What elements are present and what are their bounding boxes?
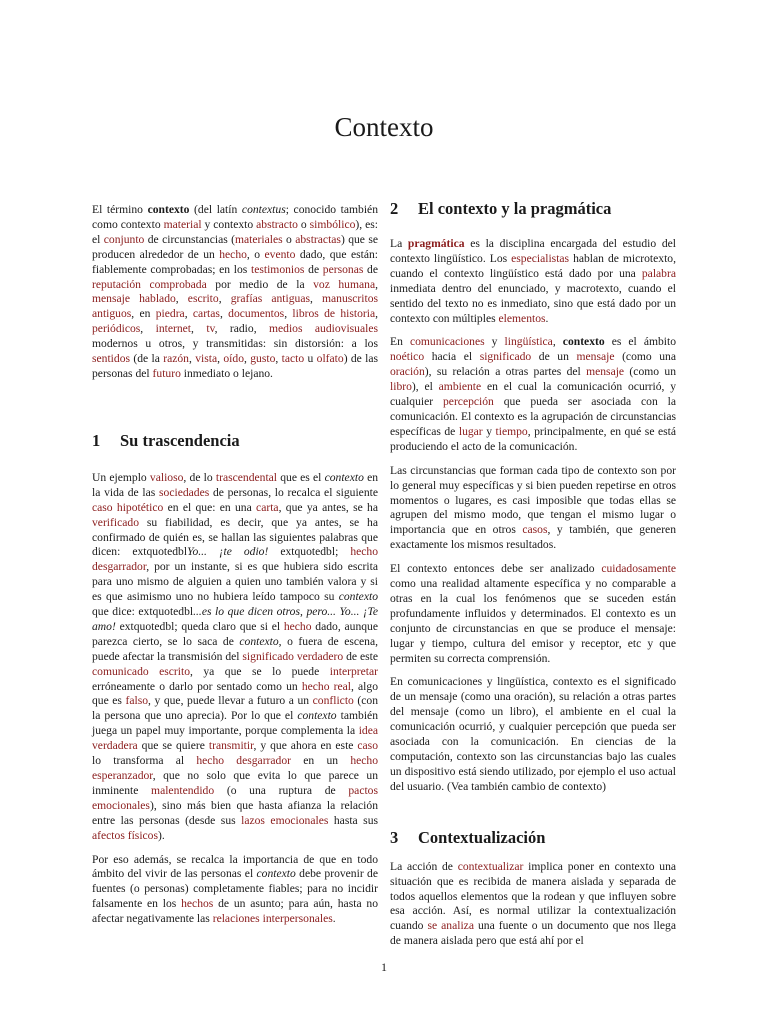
text-run: de [363,262,378,276]
text-run: ) que se producen alrededor de un [92,232,379,261]
text-run: , en [131,307,156,321]
page-number: 1 [381,960,387,974]
wiki-link[interactable]: documentos [228,307,285,321]
text-run: ) de las personas del [92,352,379,380]
text-run: contexto [147,203,190,216]
text-run: contexto [256,867,296,881]
wiki-link[interactable]: conflicto [312,694,354,708]
text-run: (de la [130,352,164,366]
text-run: en un [291,754,351,768]
text-run: El término [92,203,148,216]
spacer [92,391,378,431]
text-run: que pueda ser asociada con la comunicación. El contexto es la agrupación de circunstancias específicas de [390,395,676,438]
wiki-link[interactable]: cuidadosamente [601,562,676,576]
wiki-link[interactable]: idea verdadera [92,724,378,753]
intro-paragraph [92,203,378,382]
section-title: El contexto y la pragmática [418,199,612,218]
text-run: En comunicaciones y lingüística, contexto es el significado de un mensaje (como una oración), su relación a otras partes del mensaje (como un libro), el ambiente en el cual la comunicación ocurrió, y cualquier percepción que pueda ser asociada con la comunicación. En ciencias de la computación, contexto son las circunstancias bajo las cuales un dispositivo está siendo utilizado, por ejemplo el uso actual del usuario. (Vea también cambio de contexto) [390,675,676,793]
text-run: y [484,335,505,349]
text-run: de circunstancias ( [144,232,235,246]
text-run: contextus [241,203,286,216]
text-run: ...es lo que dicen otros, pero... Yo... ¡Te amo! [92,605,378,633]
wiki-link[interactable]: conjunto [103,232,145,246]
wiki-link[interactable]: malentendido [151,783,215,797]
wiki-link[interactable]: razón [163,352,189,366]
text-run: lo transforma al [92,754,197,768]
text-run: que dice: extquotedbl [92,605,194,619]
paragraph [92,471,378,844]
text-run: , ya que se lo puede [190,664,330,678]
text-run: o [282,232,296,246]
text-run: de un [531,350,577,364]
wiki-link[interactable]: falso [125,694,149,708]
text-run: , y que ahora en este [253,739,358,753]
wiki-link[interactable]: comunicado escrito [92,664,191,678]
text-run: erróneamente o darlo por sentado como un [92,679,302,693]
wiki-link[interactable]: mensaje [586,365,625,379]
text-run: La acción de [390,859,458,873]
wiki-link[interactable]: abstracto [256,217,298,231]
section-number: 1 [92,430,101,450]
right-column [390,199,676,958]
wiki-link[interactable]: analiza [441,919,474,933]
text-run: y [482,424,496,438]
wiki-link[interactable]: hechos [181,897,214,911]
wiki-link[interactable]: cartas [192,307,220,321]
text-run: modernos u otros, y transmitidas: sin distorsión: a los [92,337,378,351]
text-run: . [332,912,336,926]
spacer [390,219,676,237]
wiki-link[interactable]: tv [206,322,215,336]
wiki-link[interactable]: caso [357,739,378,753]
wiki-link[interactable]: internet [155,322,192,336]
wiki-link[interactable]: lazos emocionales [241,813,329,827]
text-run: debe provenir de fuentes (o personas) completamente fiables; para no incidir falsamente en los [92,867,378,911]
text-run: , y también, que generen exactamente los mismos resultados. [390,523,676,552]
wiki-link[interactable]: elementos [498,311,546,325]
wiki-link[interactable]: grafías antiguas [230,292,310,306]
text-run: de un asunto; para aún, hasta no afectar negativamente las [92,897,378,926]
text-run: Las circunstancias que forman cada tipo de contexto son por lo general muy específicas y si bien pueden repetirse en otros momentos o lugares, es casi imposible que todas ellas se agrupen del mismo modo, que tengan el mismo lugar o importancia que en otros [390,463,676,537]
text-run: ; conocido también como contexto [92,203,378,231]
paragraph [390,675,676,794]
text-run: extquotedbl; [268,545,351,559]
wiki-link[interactable]: ambiente [438,380,482,394]
text-run: , que no solo que evita lo que parece un inminente [92,769,378,797]
text-run: Yo... ¡te odio! [187,545,269,559]
wiki-link[interactable]: reputación comprobada [92,277,207,291]
wiki-link[interactable]: percepción [443,395,494,409]
wiki-link[interactable]: material [163,217,202,231]
paragraph [390,237,676,326]
wiki-link[interactable]: gusto [250,352,276,366]
text-run: contexto [297,709,337,723]
wiki-link[interactable]: tacto [281,352,305,366]
wiki-link[interactable]: noético [390,350,425,364]
text-run: , [191,322,207,336]
text-run: en el cual la comunicación ocurrió, y cualquier [390,380,676,409]
text-run: , que ya antes, se ha [278,500,378,514]
text-run: que es el [277,470,325,484]
text-run: , [375,307,379,321]
text-run: , [188,352,196,366]
paragraph [390,464,676,553]
section-number: 2 [390,199,399,218]
text-run: (con la persona que uno aprecia). Por lo que el [92,694,378,723]
text-run: , algo que es [92,679,378,708]
wiki-link[interactable]: significado [479,350,532,364]
text-run: implica poner en contexto una situación que es recibida de manera aislada y separada de todos aquellos elementos que la rodean y que influyen sobre esa acción. Así, es normal utilizar la contextualización cuando [390,859,677,933]
text-run: , [175,292,188,306]
text-run: de este [343,649,378,663]
text-run: , de lo [183,470,216,484]
wiki-link[interactable]: sentidos [92,352,131,366]
text-run: , radio, [214,322,269,336]
text-run: , por un instante, si es que hubiera sido escrita para uno mismo de alguien a quien uno también valora y si es que asimismo uno no hubiera leído tampoco su [92,560,378,604]
text-run: que se quiere [137,739,209,753]
text-run: El contexto entonces debe ser analizado [390,562,602,576]
wiki-link[interactable]: escrito [187,292,219,306]
text-run: (como un [624,365,676,379]
wiki-link[interactable]: hecho desgarrador [196,754,292,768]
text-run: (o una ruptura de [214,783,349,797]
text-run: es el ámbito [604,335,677,349]
wiki-link[interactable]: interpretar [329,664,378,678]
text-run: , [552,335,563,349]
wiki-link[interactable]: pactos emocionales [92,783,378,812]
text-run: , y que, puede llevar a futuro a un [148,694,313,708]
wiki-link[interactable]: comunicaciones [409,335,485,349]
text-run: , [184,307,193,321]
wiki-link[interactable]: carta [256,500,279,514]
wiki-link[interactable]: periódicos [92,322,141,336]
paragraph [390,562,676,666]
text-run: y contexto [201,217,257,231]
page-title: Contexto [334,112,434,142]
text-run: hacia el [424,350,480,364]
text-run: . [545,311,549,325]
text-run: ), sino más bien que hasta afianza la relación entre las personas (desde sus [92,798,378,827]
text-run: ), el [411,380,439,394]
text-run: dado, aunque parezca cierto, se lo saca de [92,619,378,648]
text-run: , [375,277,378,291]
wiki-link[interactable]: medios audiovisuales [269,322,378,336]
wiki-link[interactable]: vista [195,352,218,366]
text-run: extquotedbl; queda claro que si el [115,619,284,633]
text-run: , [275,352,282,366]
wiki-link[interactable]: relaciones interpersonales [212,912,333,926]
wiki-link[interactable]: transmitir [208,739,254,753]
wiki-link[interactable]: valioso [149,470,184,484]
wiki-link[interactable]: oído [223,352,244,366]
section-heading-3 [390,828,676,848]
section-title: Su trascendencia [120,430,240,450]
wiki-link[interactable]: futuro [152,366,181,380]
wiki-link[interactable]: lingüística [504,335,553,349]
wiki-link[interactable]: libro [390,380,412,394]
wiki-link[interactable]: afectos físicos [92,828,158,842]
text-run: su fiabilidad, es decir, que ya antes, se ha confirmado de quién es, se hallan las siguientes palabras que dicen: extquotedbl [92,515,378,559]
text-run: inmediata dentro del enunciado, y macrotexto, cuando el sentido del texto no es inmediato, sino que está dado por un contexto con múltiples [390,281,676,325]
wiki-link[interactable]: abstractas [295,232,341,246]
wiki-link[interactable]: sociedades [159,485,210,499]
text-run: , [218,292,231,306]
wiki-link[interactable]: materiales [235,232,283,246]
text-run: ), es: el [92,217,378,246]
wiki-link[interactable]: tiempo [495,424,528,438]
wiki-link[interactable]: hecho esperanzador [92,754,378,782]
text-run: , [284,307,293,321]
text-run: de [304,262,323,276]
text-run: , [217,352,224,366]
wiki-link[interactable]: mensaje hablado [92,292,176,306]
wiki-link[interactable]: trascendental [215,470,278,484]
wiki-link[interactable]: especialistas [511,251,570,265]
wiki-link[interactable]: evento [264,247,296,261]
text-run: también juega un papel muy importante, porque complementa la [92,709,378,738]
text-run: inmediato o lejano. [180,366,273,380]
text-run: (del latín [189,203,242,216]
section-number: 3 [390,827,399,847]
spacer [92,451,378,471]
text-run: , [219,307,229,321]
spacer [390,804,676,828]
text-run: (como una [614,350,676,364]
text-run: por medio de la [206,277,314,291]
text-run: , o fuera de escena, puede afectar la transmisión del [92,634,378,663]
text-run: o [297,217,310,231]
text-run: hasta sus [328,813,379,827]
wiki-link[interactable]: mensaje [576,350,615,364]
wiki-link[interactable]: olfato [316,352,344,366]
text-run: contexto [239,634,279,648]
wiki-link[interactable]: hecho [219,247,247,261]
paragraph [390,860,676,949]
wiki-link[interactable]: voz humana [313,277,376,291]
text-run: ). [158,828,165,842]
text-run: en el que: en una [163,500,257,514]
wiki-link[interactable]: se [427,919,438,933]
wiki-link[interactable]: caso hipotético [92,500,164,514]
left-column [92,203,378,936]
wiki-link[interactable]: simbólico [309,217,356,231]
text-run: , principalmente, en qué se está produciendo el acto de la comunicación. [390,424,677,453]
wiki-link[interactable]: lugar [458,424,483,438]
paragraph [92,853,378,928]
wiki-link[interactable]: personas [322,262,364,276]
text-run: , [244,352,251,366]
text-run: una fuente o un documento que nos llega de manera aislada pero que está ahí por el [390,919,676,948]
paragraph [390,335,676,454]
text-run: contexto [338,590,378,604]
section-heading-1 [92,431,378,451]
wiki-link[interactable]: hecho [283,619,312,633]
text-run: , o [246,247,265,261]
wiki-link[interactable]: pragmática [407,237,465,250]
wiki-link[interactable]: libros de historia [292,307,376,321]
text-run: hablan de microtexto, cuando el contexto lingüístico está dado por una [390,251,677,280]
wiki-link[interactable]: contextualizar [457,859,524,873]
wiki-link[interactable]: hecho real [301,679,351,693]
text-run: es la disciplina encargada del estudio del contexto lingüístico. Los [390,237,676,265]
wiki-link[interactable]: oración [390,365,425,379]
text-run: en la vida de las [92,470,379,499]
text-run: como una realidad altamente específica y no comparable a otras en la cual los fenómenos que se suceden están profundamente influidos y determinados. El contexto es un conjunto de circunstancias en que se produce el mensaje: lugar y tiempo, cultura del emisor y receptor, etc y que permiten su correcta comprensión. [390,577,676,665]
text-run: contexto [562,335,605,349]
wiki-link[interactable]: hecho desgarrador [92,545,378,574]
text-run: dado, que están: fiablemente comprobadas; en los [92,247,378,276]
text-run: Por eso además, se recalca la importancia de que en todo ámbito del vivir de las personas el [92,852,378,881]
text-run: ), su relación a otras partes del [424,365,587,379]
wiki-link[interactable]: piedra [155,307,185,321]
text-run: , [140,322,156,336]
text-run: u [304,352,317,366]
text-run: contexto [324,470,364,484]
section-heading-2 [390,199,676,219]
wiki-link[interactable]: manuscritos antiguos [92,292,379,321]
wiki-link[interactable]: significado verdadero [242,649,344,663]
section-title: Contextualización [418,827,546,847]
wiki-link[interactable]: casos [522,523,548,537]
wiki-link[interactable]: palabra [641,266,676,280]
wiki-link[interactable]: verificado [92,515,139,529]
text-run: En [390,335,410,349]
text-run: Un ejemplo [92,470,150,484]
spacer [390,848,676,860]
text-run: La [390,237,408,250]
wiki-link[interactable]: testimonios [250,262,305,276]
text-run: de personas, lo recalca el siguiente [209,485,378,499]
text-run: , [309,292,322,306]
